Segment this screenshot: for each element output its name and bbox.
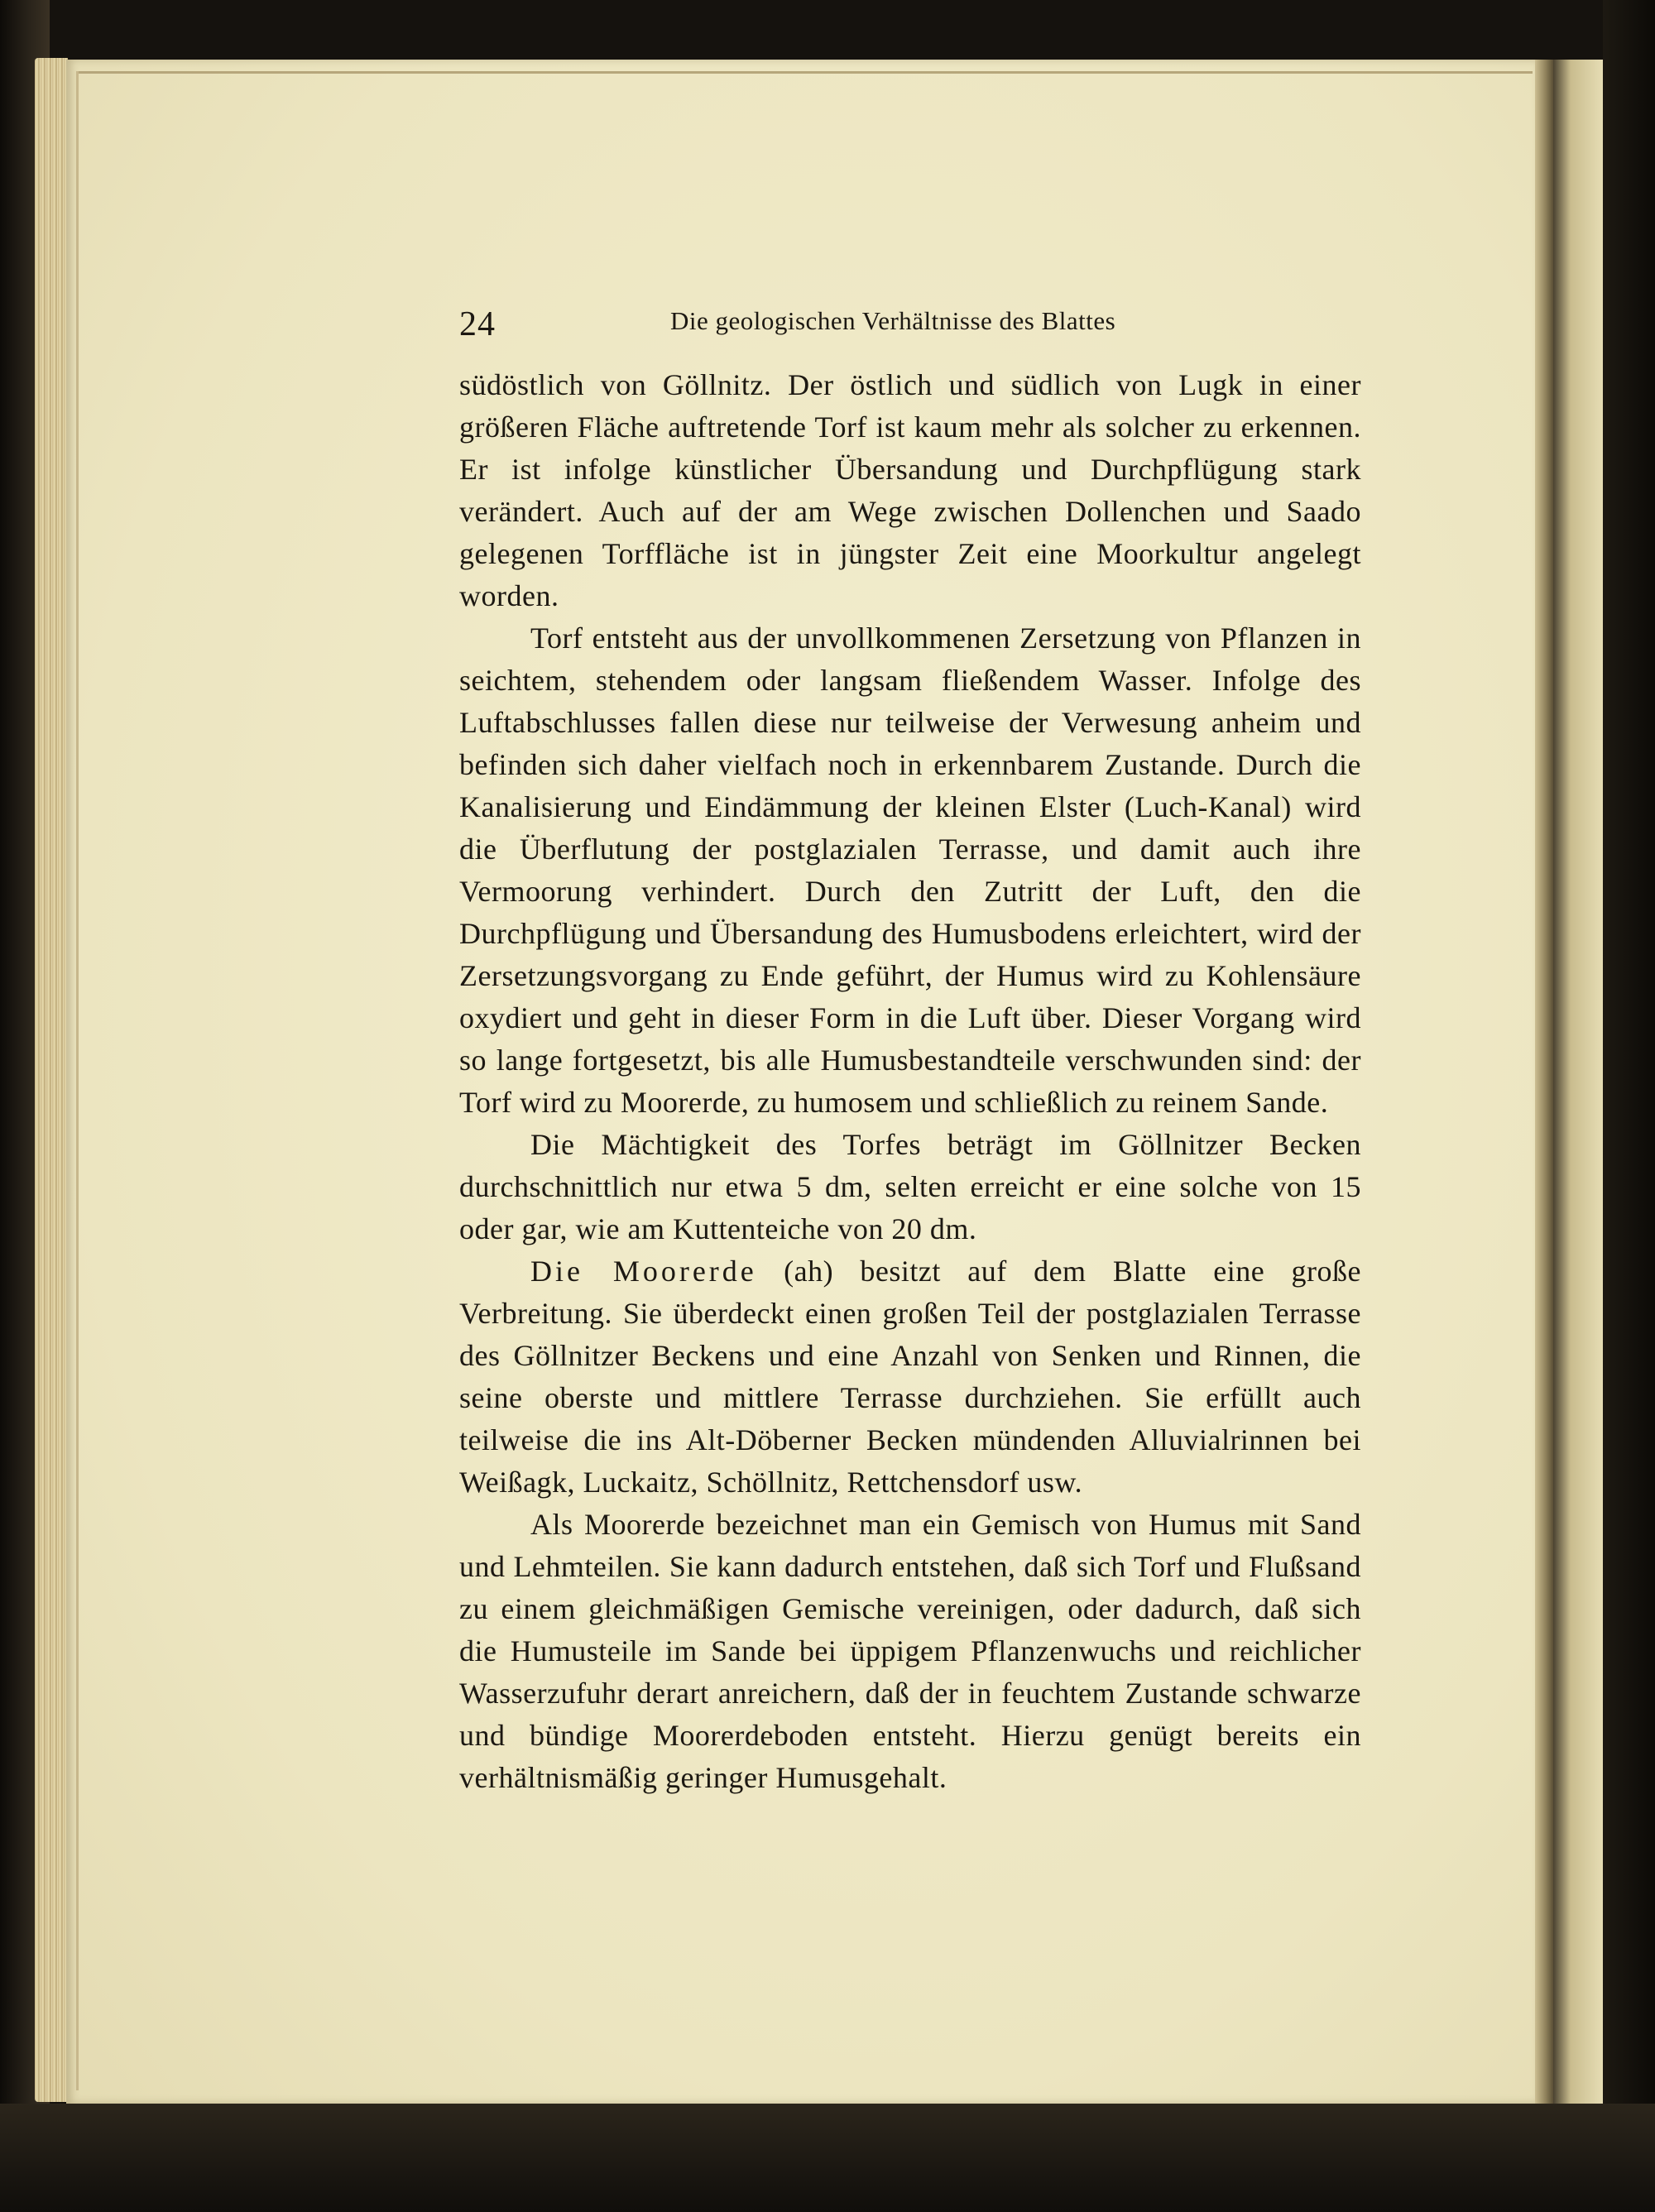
scan-background-bottom bbox=[0, 2104, 1655, 2212]
page-header bbox=[459, 298, 1361, 356]
paragraph: Die Mächtigkeit des Torfes beträgt im Göllnitzer Becken durchschnittlich nur etwa 5 dm, selten erreicht er eine solche von 15 oder gar, wie am Kuttenteiche von 20 dm. bbox=[459, 1128, 1361, 1245]
paragraph: Torf entsteht aus der unvollkommenen Zersetzung von Pflanzen in seichtem, stehendem oder langsam fließendem Wasser. Infolge des Luftabschlusses fallen diese nur teilweise der Verwesung anheim und befinden sich daher vielfach noch in erkennbarem Zustande. Durch die Kanalisierung und Eindämmung der kleinen Elster (Luch-Kanal) wird die Überflutung der postglazialen Terrasse, und damit auch ihre Vermoorung verhindert. Durch den Zutritt der Luft, den die Durchpflügung und Übersandung des Humusbodens erleichtert, wird der Zersetzungsvorgang zu Ende geführt, der Humus wird zu Kohlensäure oxydiert und geht in dieser Form in die Luft über. Dieser Vorgang wird so lange fortgesetzt, bis alle Humusbestandteile verschwunden sind: der Torf wird zu Moorerde, zu humosem und schließlich zu reinem Sande. bbox=[459, 621, 1361, 1119]
paragraph bbox=[459, 1250, 1361, 1504]
paragraph: Als Moorerde bezeichnet man ein Gemisch von Humus mit Sand und Lehmteilen. Sie kann dadurch entstehen, daß sich Torf und Flußsand zu einem gleichmäßigen Gemische vereinigen, oder dadurch, daß sich die Humusteile im Sande bei üppigem Pflanzenwuchs und reichlicher Wasserzufuhr derart anreichern, daß der in feuchtem Zustande schwarze und bündige Moorerdeboden entsteht. Hierzu genügt bereits ein verhältnismäßig geringer Humusgehalt. bbox=[459, 1508, 1361, 1794]
page-border-top bbox=[76, 71, 1533, 74]
book-gutter bbox=[1535, 60, 1553, 2104]
running-head: Die geologischen Verhältnisse des Blattes bbox=[670, 306, 1116, 335]
page-number: 24 bbox=[459, 305, 496, 343]
page-edges bbox=[35, 58, 68, 2102]
page-text-block bbox=[459, 298, 1361, 1799]
book-cover-right bbox=[1603, 0, 1655, 2212]
page-border-left bbox=[76, 71, 79, 2090]
paragraph: südöstlich von Göllnitz. Der östlich und südlich von Lugk in einer größeren Fläche auftretende Torf ist kaum mehr als solcher zu erkennen. Er ist infolge künstlicher Übersandung und Durchpflügung stark verändert. Auch auf der am Wege zwischen Dollenchen und Saado gelegenen Torffläche ist in jüngster Zeit eine Moorkultur angelegt worden. bbox=[459, 368, 1361, 612]
next-page-edge bbox=[1553, 60, 1603, 2104]
paragraph-body: (ah) besitzt auf dem Blatte eine große Verbreitung. Sie überdeckt einen großen Teil der postglazialen Terrasse des Göllnitzer Beckens und eine Anzahl von Senken und Rinnen, die seine oberste und mittlere Terrasse durchziehen. Sie erfüllt auch teilweise die ins Alt-Döberner Becken mündenden Alluvialrinnen bei Weißagk, Luckaitz, Schöllnitz, Rettchensdorf usw. bbox=[459, 1255, 1362, 1499]
term-moorerde: Die Moorerde bbox=[530, 1255, 757, 1288]
